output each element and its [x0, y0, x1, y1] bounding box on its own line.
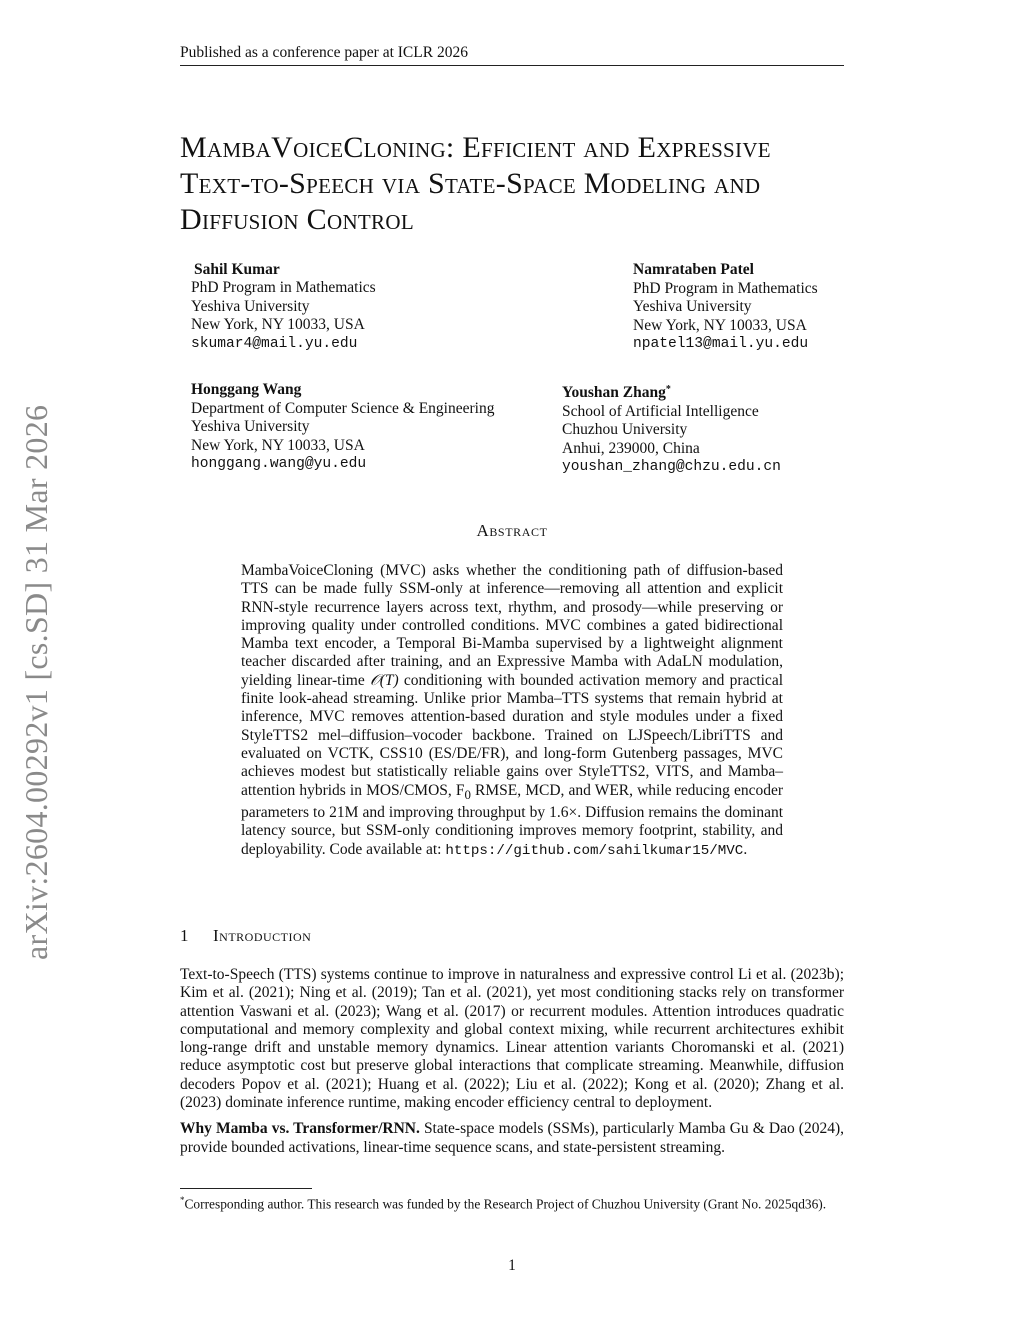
complexity-notation: 𝒪(T)	[369, 671, 399, 689]
title-line-2: Text-to-Speech via State-Space Modeling and	[180, 167, 761, 200]
author-university: Yeshiva University	[633, 298, 752, 316]
section-heading	[180, 926, 311, 946]
abstract-text-2: conditioning with bounded activation memory and practical finite look-ahead streaming. Unlike prior Mamba–TTS systems that remain hybrid at inference, MVC removes attention-based duration and style modules under a fixed StyleTTS2 mel–diffusion–vocoder backbone. Trained on LJSpeech/LibriTTS and evaluated on VCTK, CSS10 (ES/DE/FR), and long-form Gutenberg passages, MVC achieves modest but statistically reliable gains over StyleTTS2, VITS, and Mamba–attention hybrids in MOS/CMOS, F	[241, 671, 784, 799]
footnote-marker: *	[180, 1195, 185, 1205]
footnote-rule	[180, 1188, 312, 1189]
author-address: New York, NY 10033, USA	[633, 316, 807, 334]
title-line-1: MambaVoiceCloning: Efficient and Expressive	[180, 131, 771, 164]
author-name: Honggang Wang	[191, 381, 302, 398]
paragraph-lead-heading: Why Mamba vs. Transformer/RNN.	[180, 1120, 420, 1138]
author-name: Youshan Zhang	[562, 384, 666, 401]
author-program: PhD Program in Mathematics	[633, 279, 818, 297]
header-rule	[180, 65, 844, 66]
intro-paragraph-2	[180, 1120, 844, 1157]
author-name-line	[562, 381, 781, 403]
abstract-text-4: . Diffusion remains the dominant latency source, but SSM-only conditioning improves memory footprint, stability, and deployability. Code available at:	[241, 803, 784, 858]
section-number: 1	[180, 926, 189, 945]
author-email[interactable]: youshan_zhang@chzu.edu.cn	[562, 459, 781, 476]
author-email[interactable]: skumar4@mail.yu.edu	[191, 335, 358, 352]
author-address: New York, NY 10033, USA	[191, 316, 365, 334]
intro-paragraph-1: Text-to-Speech (TTS) systems continue to improve in naturalness and expressive control Li et al. (2023b); Kim et al. (2021); Ning et al. (2019); Tan et al. (2021), yet most conditioning stacks rely on transformer attention Vaswani et al. (2023); Wang et al. (2017) or recurrent modules. Attention introduces quadratic computational and memory complexity and global context mixing, while recurrent architectures exhibit long-range drift and unstable memory dynamics. Linear attention variants Choromanski et al. (2021) reduce asymptotic cost but preserve global interactions that complicate streaming. Meanwhile, diffusion decoders Popov et al. (2021); Huang et al. (2022); Liu et al. (2022); Kong et al. (2020); Zhang et al. (2023) dominate inference runtime, making encoder efficiency central to deployment.	[180, 966, 844, 1112]
abstract-text-3: RMSE, MCD, and WER, while reducing encoder parameters to 21M and improving throughput by	[241, 781, 783, 821]
author-block-3	[191, 381, 494, 474]
author-block-1	[194, 261, 280, 280]
author-university: Yeshiva University	[191, 297, 310, 315]
page-number: 1	[508, 1257, 516, 1274]
abstract-text-1: MambaVoiceCloning (MVC) asks whether the conditioning path of diffusion-based TTS can be made fully SSM-only at inference—removing all attention and explicit RNN-style recurrence layers across text, rhythm, and prosody—while preserving or improving quality under controlled conditions. MVC combines a gated bidirectional Mamba text encoder, a Temporal Bi-Mamba supervised by a lightweight alignment teacher discarded after training, and an Expressive Mamba with AdaLN modulation, yielding linear-time	[241, 562, 783, 689]
abstract-heading: Abstract	[476, 521, 548, 540]
author-university: Yeshiva University	[191, 418, 310, 436]
introduction-body	[180, 966, 844, 1165]
title-line-3: Diffusion Control	[180, 203, 414, 236]
intro-paragraph-2-text: State-space models (SSMs), particularly Mamba Gu & Dao (2024), provide bounded activations, linear-time sequence scans, and state-persistent streaming.	[180, 1120, 844, 1156]
corresponding-author-marker: *	[665, 384, 671, 395]
abstract-text-end: .	[743, 840, 748, 858]
abstract-body	[241, 562, 783, 860]
author-address: Anhui, 239000, China	[562, 439, 700, 457]
arxiv-sidebar-id: arXiv:2604.00292v1 [cs.SD] 31 Mar 2026	[18, 404, 54, 960]
author-program: Department of Computer Science & Engineering	[191, 399, 495, 417]
f0-subscript: 0	[464, 786, 471, 802]
footnote-text: Corresponding author. This research was funded by the Research Project of Chuzhou University (Grant No. 2025qd36).	[184, 1196, 827, 1212]
section-title: Introduction	[213, 926, 312, 945]
speedup-value: 1.6×	[549, 803, 578, 821]
author-program: PhD Program in Mathematics	[191, 279, 376, 296]
author-affiliation-1	[191, 279, 376, 353]
author-email[interactable]: npatel13@mail.yu.edu	[633, 336, 809, 353]
footnote	[180, 1192, 844, 1212]
running-header: Published as a conference paper at ICLR 2026	[180, 44, 468, 61]
author-block-2	[633, 261, 818, 354]
paper-title	[180, 130, 860, 238]
author-university: Chuzhou University	[562, 421, 688, 439]
author-program: School of Artificial Intelligence	[562, 402, 759, 420]
author-email[interactable]: honggang.wang@yu.edu	[191, 456, 367, 473]
code-url-link[interactable]: https://github.com/sahilkumar15/MVC	[445, 842, 744, 859]
author-address: New York, NY 10033, USA	[191, 436, 365, 454]
author-name: Sahil Kumar	[194, 261, 280, 278]
author-name: Namrataben Patel	[633, 261, 754, 278]
author-block-4	[562, 381, 781, 477]
